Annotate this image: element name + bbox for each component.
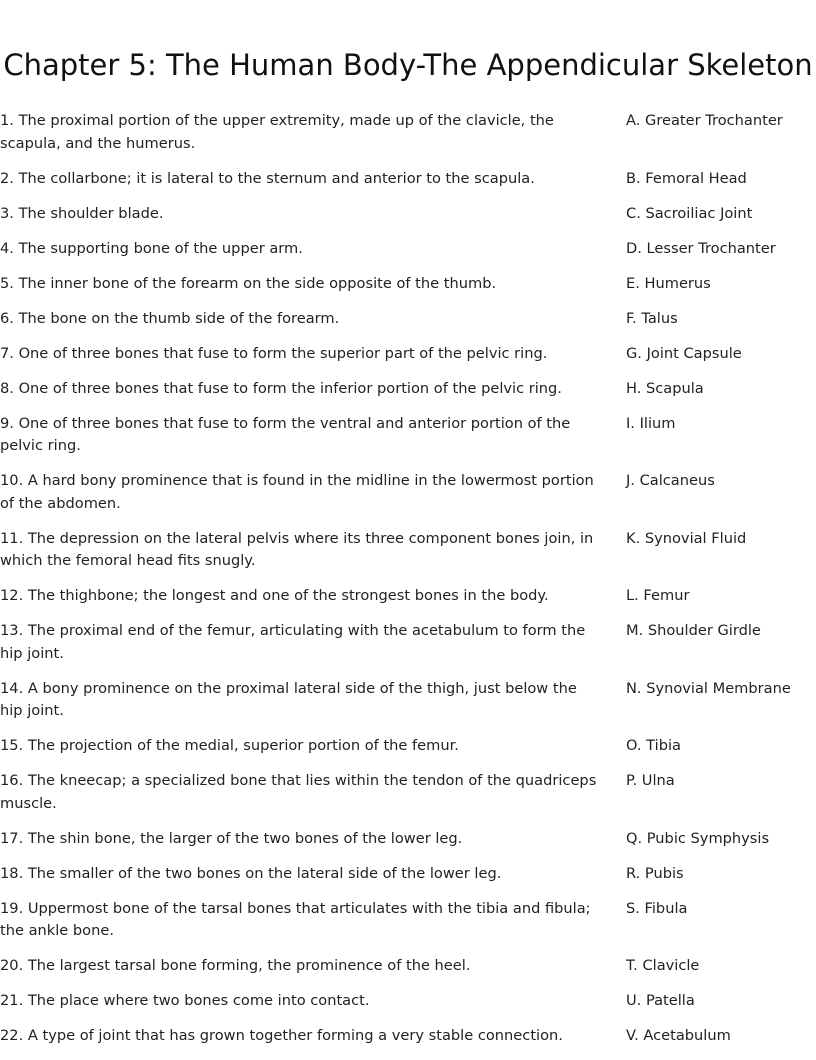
list-item: [0, 828, 816, 863]
answer-option: R. Pubis: [626, 864, 684, 882]
answer-option: N. Synovial Membrane: [626, 679, 791, 697]
question-text: 13. The proximal end of the femur, articulating with the acetabulum to form the hip joint.: [0, 622, 586, 662]
list-item: [0, 203, 816, 238]
question-text: 11. The depression on the lateral pelvis where its three component bones join, in which the femoral head fits snugly.: [0, 529, 594, 569]
question-text: 18. The smaller of the two bones on the lateral side of the lower leg.: [0, 864, 502, 882]
list-item: [0, 770, 816, 828]
question-text: 19. Uppermost bone of the tarsal bones that articulates with the tibia and fibula; the ankle bone.: [0, 899, 591, 939]
list-item: [0, 413, 816, 471]
question-text: 12. The thighbone; the longest and one of the strongest bones in the body.: [0, 587, 549, 604]
question-text: 14. A bony prominence on the proximal lateral side of the thigh, just below the hip joint.: [0, 679, 577, 719]
question-text: 17. The shin bone, the larger of the two bones of the lower leg.: [0, 829, 463, 847]
question-text: 2. The collarbone; it is lateral to the sternum and anterior to the scapula.: [0, 169, 535, 187]
list-item: [0, 378, 816, 413]
answer-option: C. Sacroiliac Joint: [626, 204, 753, 222]
list-item: [0, 863, 816, 898]
answer-option: A. Greater Trochanter: [626, 112, 783, 129]
page-title: Chapter 5: The Human Body-The Appendicular Skeleton: [3, 48, 813, 82]
question-text: 22. A type of joint that has grown together forming a very stable connection.: [0, 1027, 563, 1044]
list-item: [0, 238, 816, 273]
answer-option: J. Calcaneus: [626, 472, 715, 489]
list-item: [0, 955, 816, 990]
answer-option: F. Talus: [626, 309, 678, 327]
list-item: [0, 990, 816, 1025]
answer-option: B. Femoral Head: [626, 169, 747, 187]
answer-option: H. Scapula: [626, 379, 704, 397]
answer-option: S. Fibula: [626, 899, 688, 917]
question-text: 10. A hard bony prominence that is found in the midline in the lowermost portion of the abdomen.: [0, 472, 594, 512]
list-item: [0, 470, 816, 528]
answer-option: L. Femur: [626, 587, 690, 604]
list-item: [0, 898, 816, 956]
answer-option: D. Lesser Trochanter: [626, 239, 776, 257]
list-item: [0, 678, 816, 736]
question-text: 8. One of three bones that fuse to form the inferior portion of the pelvic ring.: [0, 379, 562, 397]
question-text: 9. One of three bones that fuse to form the ventral and anterior portion of the pelvic ring.: [0, 414, 571, 454]
question-text: 7. One of three bones that fuse to form the superior part of the pelvic ring.: [0, 344, 548, 362]
question-text: 1. The proximal portion of the upper extremity, made up of the clavicle, the scapula, and the humerus.: [0, 112, 554, 152]
question-text: 3. The shoulder blade.: [0, 204, 164, 222]
list-item: [0, 308, 816, 343]
answer-option: V. Acetabulum: [626, 1027, 731, 1044]
question-text: 6. The bone on the thumb side of the forearm.: [0, 309, 340, 327]
list-item: [0, 110, 816, 168]
list-item: [0, 168, 816, 203]
list-item: [0, 585, 816, 620]
question-text: 15. The projection of the medial, superior portion of the femur.: [0, 737, 459, 754]
answer-option: E. Humerus: [626, 274, 711, 292]
answer-option: P. Ulna: [626, 772, 675, 789]
answer-option: T. Clavicle: [626, 957, 700, 974]
answer-option: Q. Pubic Symphysis: [626, 829, 770, 847]
question-text: 21. The place where two bones come into contact.: [0, 992, 370, 1009]
answer-option: O. Tibia: [626, 737, 681, 754]
answer-option: G. Joint Capsule: [626, 344, 742, 362]
list-item: [0, 273, 816, 308]
answer-option: U. Patella: [626, 992, 695, 1009]
list-item: [0, 343, 816, 378]
question-text: 20. The largest tarsal bone forming, the prominence of the heel.: [0, 957, 471, 974]
question-text: 16. The kneecap; a specialized bone that lies within the tendon of the quadriceps muscle.: [0, 772, 597, 812]
list-item: [0, 735, 816, 770]
answer-option: K. Synovial Fluid: [626, 529, 747, 547]
answer-option: I. Ilium: [626, 414, 676, 432]
answer-option: M. Shoulder Girdle: [626, 622, 761, 639]
question-text: 4. The supporting bone of the upper arm.: [0, 239, 303, 257]
list-item: [0, 528, 816, 586]
list-item: [0, 1025, 816, 1060]
list-item: [0, 620, 816, 678]
question-text: 5. The inner bone of the forearm on the side opposite of the thumb.: [0, 274, 497, 292]
matching-list: [0, 110, 816, 1060]
